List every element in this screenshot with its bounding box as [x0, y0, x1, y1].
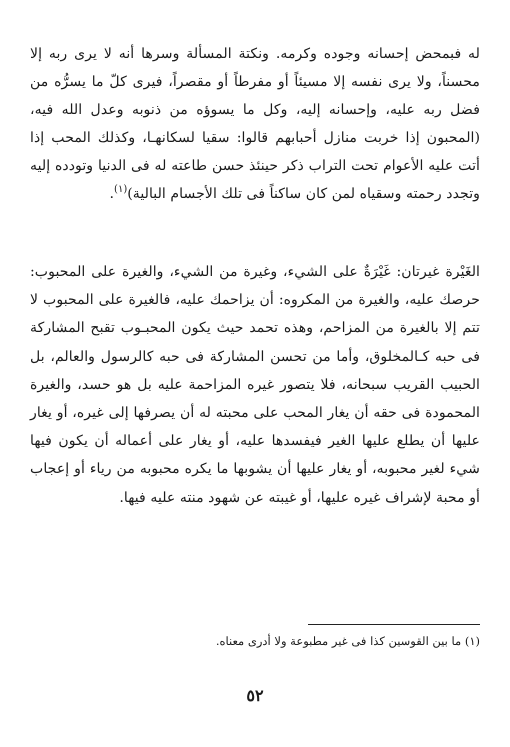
- footnote-reference-marker: (١): [114, 184, 128, 195]
- body-paragraph-1: [30, 40, 480, 208]
- footnote-divider: [308, 624, 480, 625]
- paragraph-2-lead: الغَيْرة غيرتان:: [396, 264, 480, 280]
- page-number: ٥٢: [246, 686, 264, 705]
- paragraph-1-text: له فبمحض إحسانه وجوده وكرمه. ونكتة المسألة وسرها أنه لا يرى ربه إلا محسناً، ولا يرى نفسه إلا مسيئاً أو مفرطاً أو مقصراً، فيرى كلّ ما يسرُّه من فضل ربه عليه، وإحسانه إليه، وكل ما يسوؤه من ذنوبه وعدل الله فيه، (المحبون إذا خربت منازل أحبابهم قالوا: سقيا لسكانهـا، وكذلك المحب إذا أتت عليه الأعوام تحت التراب ذكر حينئذ حسن طاعته له فى الدنيا وتودده إليه وتجدد رحمته وسقياه لمن كان ساكناً فى تلك الأجسام البالية): [30, 46, 480, 202]
- footnote: (١) ما بين القوسين كذا فى غير مطبوعة ولا أدرى معناه.: [215, 634, 480, 648]
- body-paragraph-2: [30, 258, 480, 512]
- paragraph-2-text: غَيْرَةٌ على الشيء، وغيرة من الشيء، والغيرة على المحبوب: حرصك عليه، والغيرة من المكروه: أن يزاحمك عليه، فالغيرة على المحبوب لا تتم إلا بالغيرة من المزاحم، وهذه تحمد حيث يكون المحبـوب تقبح المشاركة فى حبه كـالمخلوق، وأما من تحسن المشاركة فى حبه كالرسول والعالم، بل الحبيب القريب سبحانه، فلا يتصور غيره المزاحمة عليه بل هو حسد، والغيرة المحمودة فى حقه أن يغار المحب على محبته له أن يصرفها إلى غيره، أو يغار عليها أن يطلع عليها الغير فيفسدها عليه، أو يغار على أعماله أن يكون فيها شيء لغير محبوبه، أو يغار عليها أن يشوبها ما يكره محبوبه من رياء أو إعجاب أو محبة لإشراف غيره عليها، أو غيبته عن شهود منته عليه فيها.: [30, 264, 480, 506]
- paragraph-1-end: .: [109, 186, 115, 202]
